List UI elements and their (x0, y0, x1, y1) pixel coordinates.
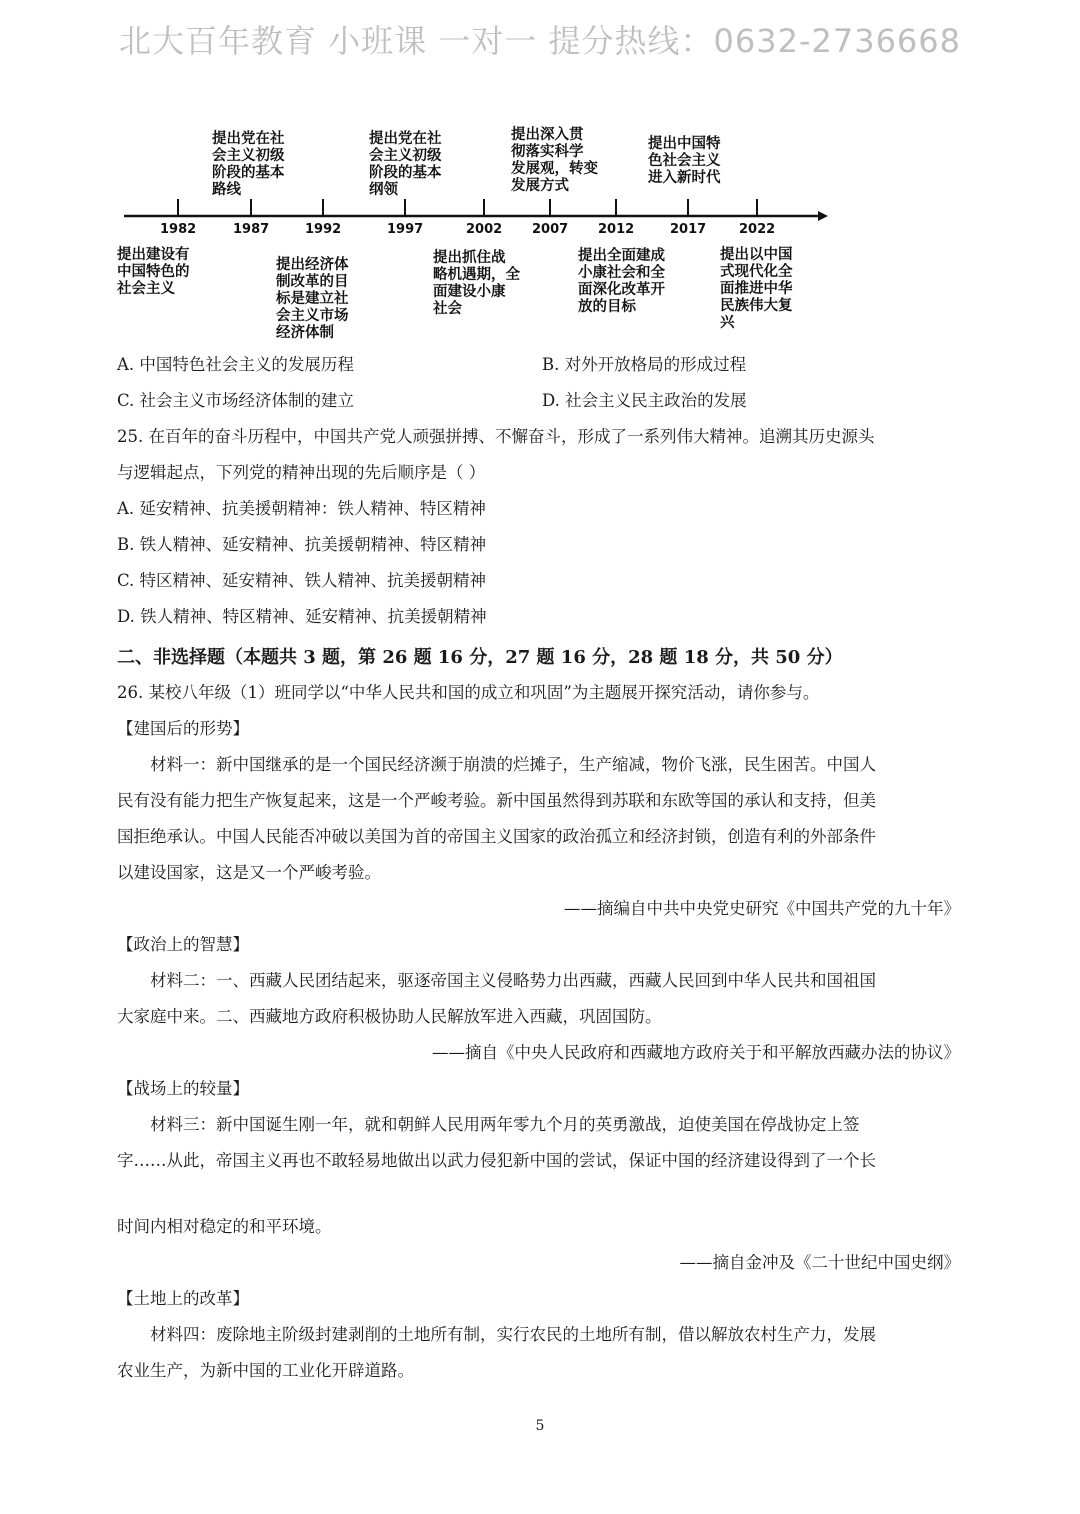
timeline-event-line: 面推进中华 (720, 281, 793, 297)
timeline-event-line: 式现代化全 (720, 264, 793, 280)
timeline-event-line: 色社会主义 (648, 153, 721, 169)
timeline-event-line: 发展方式 (511, 178, 569, 194)
section2-title: 二、非选择题（本题共 3 题，第 26 题 16 分，27 题 16 分，28 题 18 分，共 50 分） (117, 647, 843, 668)
timeline-event-line: 提出以中国 (720, 247, 793, 263)
timeline-event-below (117, 247, 190, 298)
q24-option-a: A. 中国特色社会主义的发展历程 (117, 355, 354, 374)
material-1-line: 以建设国家，这是又一个严峻考验。 (117, 863, 381, 882)
q25-option-b: B. 铁人精神、延安精神、抗美援朝精神、特区精神 (117, 535, 487, 554)
timeline-event-line: 提出建设有 (117, 247, 190, 263)
timeline-event-line: 提出党在社 (212, 131, 285, 147)
material-3-source: ——摘自金冲及《二十世纪中国史纲》 (679, 1253, 960, 1272)
timeline-event-line: 提出抓住战 (433, 250, 506, 266)
timeline-event-line: 放的目标 (578, 299, 636, 315)
timeline-event-line: 面建设小康 (433, 284, 506, 300)
timeline-event-line: 兴 (720, 315, 735, 331)
timeline-year-label: 2022 (739, 222, 776, 237)
timeline-year-label: 1982 (160, 222, 197, 237)
timeline-event-line: 提出党在社 (369, 131, 442, 147)
material-1-line: 民有没有能力把生产恢复起来，这是一个严峻考验。新中国虽然得到苏联和东欧等国的承认和支持，但美 (117, 791, 876, 810)
timeline-year-label: 2007 (532, 222, 569, 237)
timeline-event-line: 经济体制 (276, 325, 334, 341)
q26-heading-2: 【政治上的智慧】 (117, 935, 249, 954)
q25-option-a: A. 延安精神、抗美援朝精神：铁人精神、特区精神 (117, 499, 486, 518)
q26-heading-3: 【战场上的较量】 (117, 1079, 249, 1098)
timeline-event-above (648, 136, 721, 187)
timeline-event-line: 提出全面建成 (578, 248, 665, 264)
material-4-line: 材料四：废除地主阶级封建剥削的土地所有制，实行农民的土地所有制，借以解放农村生产力，发展 (150, 1325, 876, 1344)
q26-heading-4: 【土地上的改革】 (117, 1289, 249, 1308)
material-4-line: 农业生产，为新中国的工业化开辟道路。 (117, 1361, 414, 1380)
timeline-event-below (276, 257, 349, 342)
timeline-event-line: 民族伟大复 (720, 298, 793, 314)
timeline-event-below (720, 247, 793, 332)
q25-stem-line1: 25. 在百年的奋斗历程中，中国共产党人顽强拼搏、不懈奋斗，形成了一系列伟大精神。追溯其历史源头 (117, 427, 875, 446)
material-2-line: 大家庭中来。二、西藏地方政府积极协助人民解放军进入西藏，巩固国防。 (117, 1007, 662, 1026)
material-2-line: 材料二：一、西藏人民团结起来，驱逐帝国主义侵略势力出西藏，西藏人民回到中华人民共和国祖国 (150, 971, 876, 990)
timeline-event-line: 彻落实科学 (511, 144, 584, 160)
timeline-event-line: 略机遇期，全 (433, 267, 520, 283)
timeline-event-line: 阶段的基本 (212, 165, 285, 181)
material-1-line: 国拒绝承认。中国人民能否冲破以美国为首的帝国主义国家的政治孤立和经济封锁，创造有利的外部条件 (117, 827, 876, 846)
timeline-event-line: 阶段的基本 (369, 165, 442, 181)
timeline-year-label: 2017 (670, 222, 707, 237)
q24-option-b: B. 对外开放格局的形成过程 (542, 355, 747, 374)
q25-option-c: C. 特区精神、延安精神、铁人精神、抗美援朝精神 (117, 571, 487, 590)
timeline-event-line: 社会主义 (117, 281, 175, 297)
timeline-year-label: 1992 (305, 222, 342, 237)
timeline-event-line: 小康社会和全 (578, 265, 665, 281)
timeline-arrow-head (818, 211, 828, 221)
q26-heading-1: 【建国后的形势】 (117, 719, 249, 738)
timeline-event-below (578, 248, 665, 316)
material-3-line: 材料三：新中国诞生刚一年，就和朝鲜人民用两年零九个月的英勇激战，迫使美国在停战协定上签 (150, 1115, 860, 1134)
material-3-line: 时间内相对稳定的和平环境。 (117, 1217, 332, 1236)
material-1-line: 材料一：新中国继承的是一个国民经济濒于崩溃的烂摊子，生产缩减，物价飞涨，民生困苦。中国人 (150, 755, 876, 774)
timeline-event-line: 提出经济体 (276, 257, 349, 273)
q25-stem-line2: 与逻辑起点，下列党的精神出现的先后顺序是（ ） (117, 463, 486, 482)
timeline-event-line: 会主义市场 (276, 308, 349, 324)
timeline-event-above (369, 131, 442, 199)
timeline-event-line: 中国特色的 (117, 264, 190, 280)
timeline-event-line: 标是建立社 (276, 291, 349, 307)
timeline-event-above (511, 127, 598, 195)
timeline-event-line: 会主义初级 (369, 148, 442, 164)
timeline-year-label: 1987 (233, 222, 270, 237)
material-3-line: 字……从此，帝国主义再也不敢轻易地做出以武力侵犯新中国的尝试，保证中国的经济建设得到了一个长 (117, 1151, 876, 1170)
timeline-event-line: 提出深入贯 (511, 127, 584, 143)
page-number: 5 (535, 1418, 545, 1434)
timeline-year-label: 1997 (387, 222, 424, 237)
timeline-event-above (212, 131, 285, 199)
timeline-event-line: 社会 (433, 301, 462, 317)
timeline-event-line: 路线 (212, 182, 241, 198)
timeline-event-line: 进入新时代 (648, 170, 721, 186)
timeline-event-line: 面深化改革开 (578, 282, 665, 298)
material-2-source: ——摘自《中央人民政府和西藏地方政府关于和平解放西藏办法的协议》 (432, 1043, 960, 1062)
timeline-event-line: 发展观，转变 (511, 161, 598, 177)
q26-stem: 26. 某校八年级（1）班同学以“中华人民共和国的成立和巩固”为主题展开探究活动，请你参与。 (117, 683, 820, 702)
timeline-year-label: 2012 (598, 222, 635, 237)
q25-option-d: D. 铁人精神、特区精神、延安精神、抗美援朝精神 (117, 607, 487, 626)
watermark-header: 北大百年教育 小班课 一对一 提分热线：0632-2736668 (118, 22, 962, 60)
timeline-year-label: 2002 (466, 222, 503, 237)
timeline-event-line: 会主义初级 (212, 148, 285, 164)
q24-option-c: C. 社会主义市场经济体制的建立 (117, 391, 355, 410)
timeline-event-line: 纲领 (369, 182, 398, 198)
timeline-event-line: 制改革的目 (276, 274, 349, 290)
material-1-source: ——摘编自中共中央党史研究《中国共产党的九十年》 (564, 899, 960, 918)
q24-option-d: D. 社会主义民主政治的发展 (542, 391, 747, 410)
timeline-event-line: 提出中国特 (648, 136, 721, 152)
timeline-event-below (433, 250, 520, 318)
